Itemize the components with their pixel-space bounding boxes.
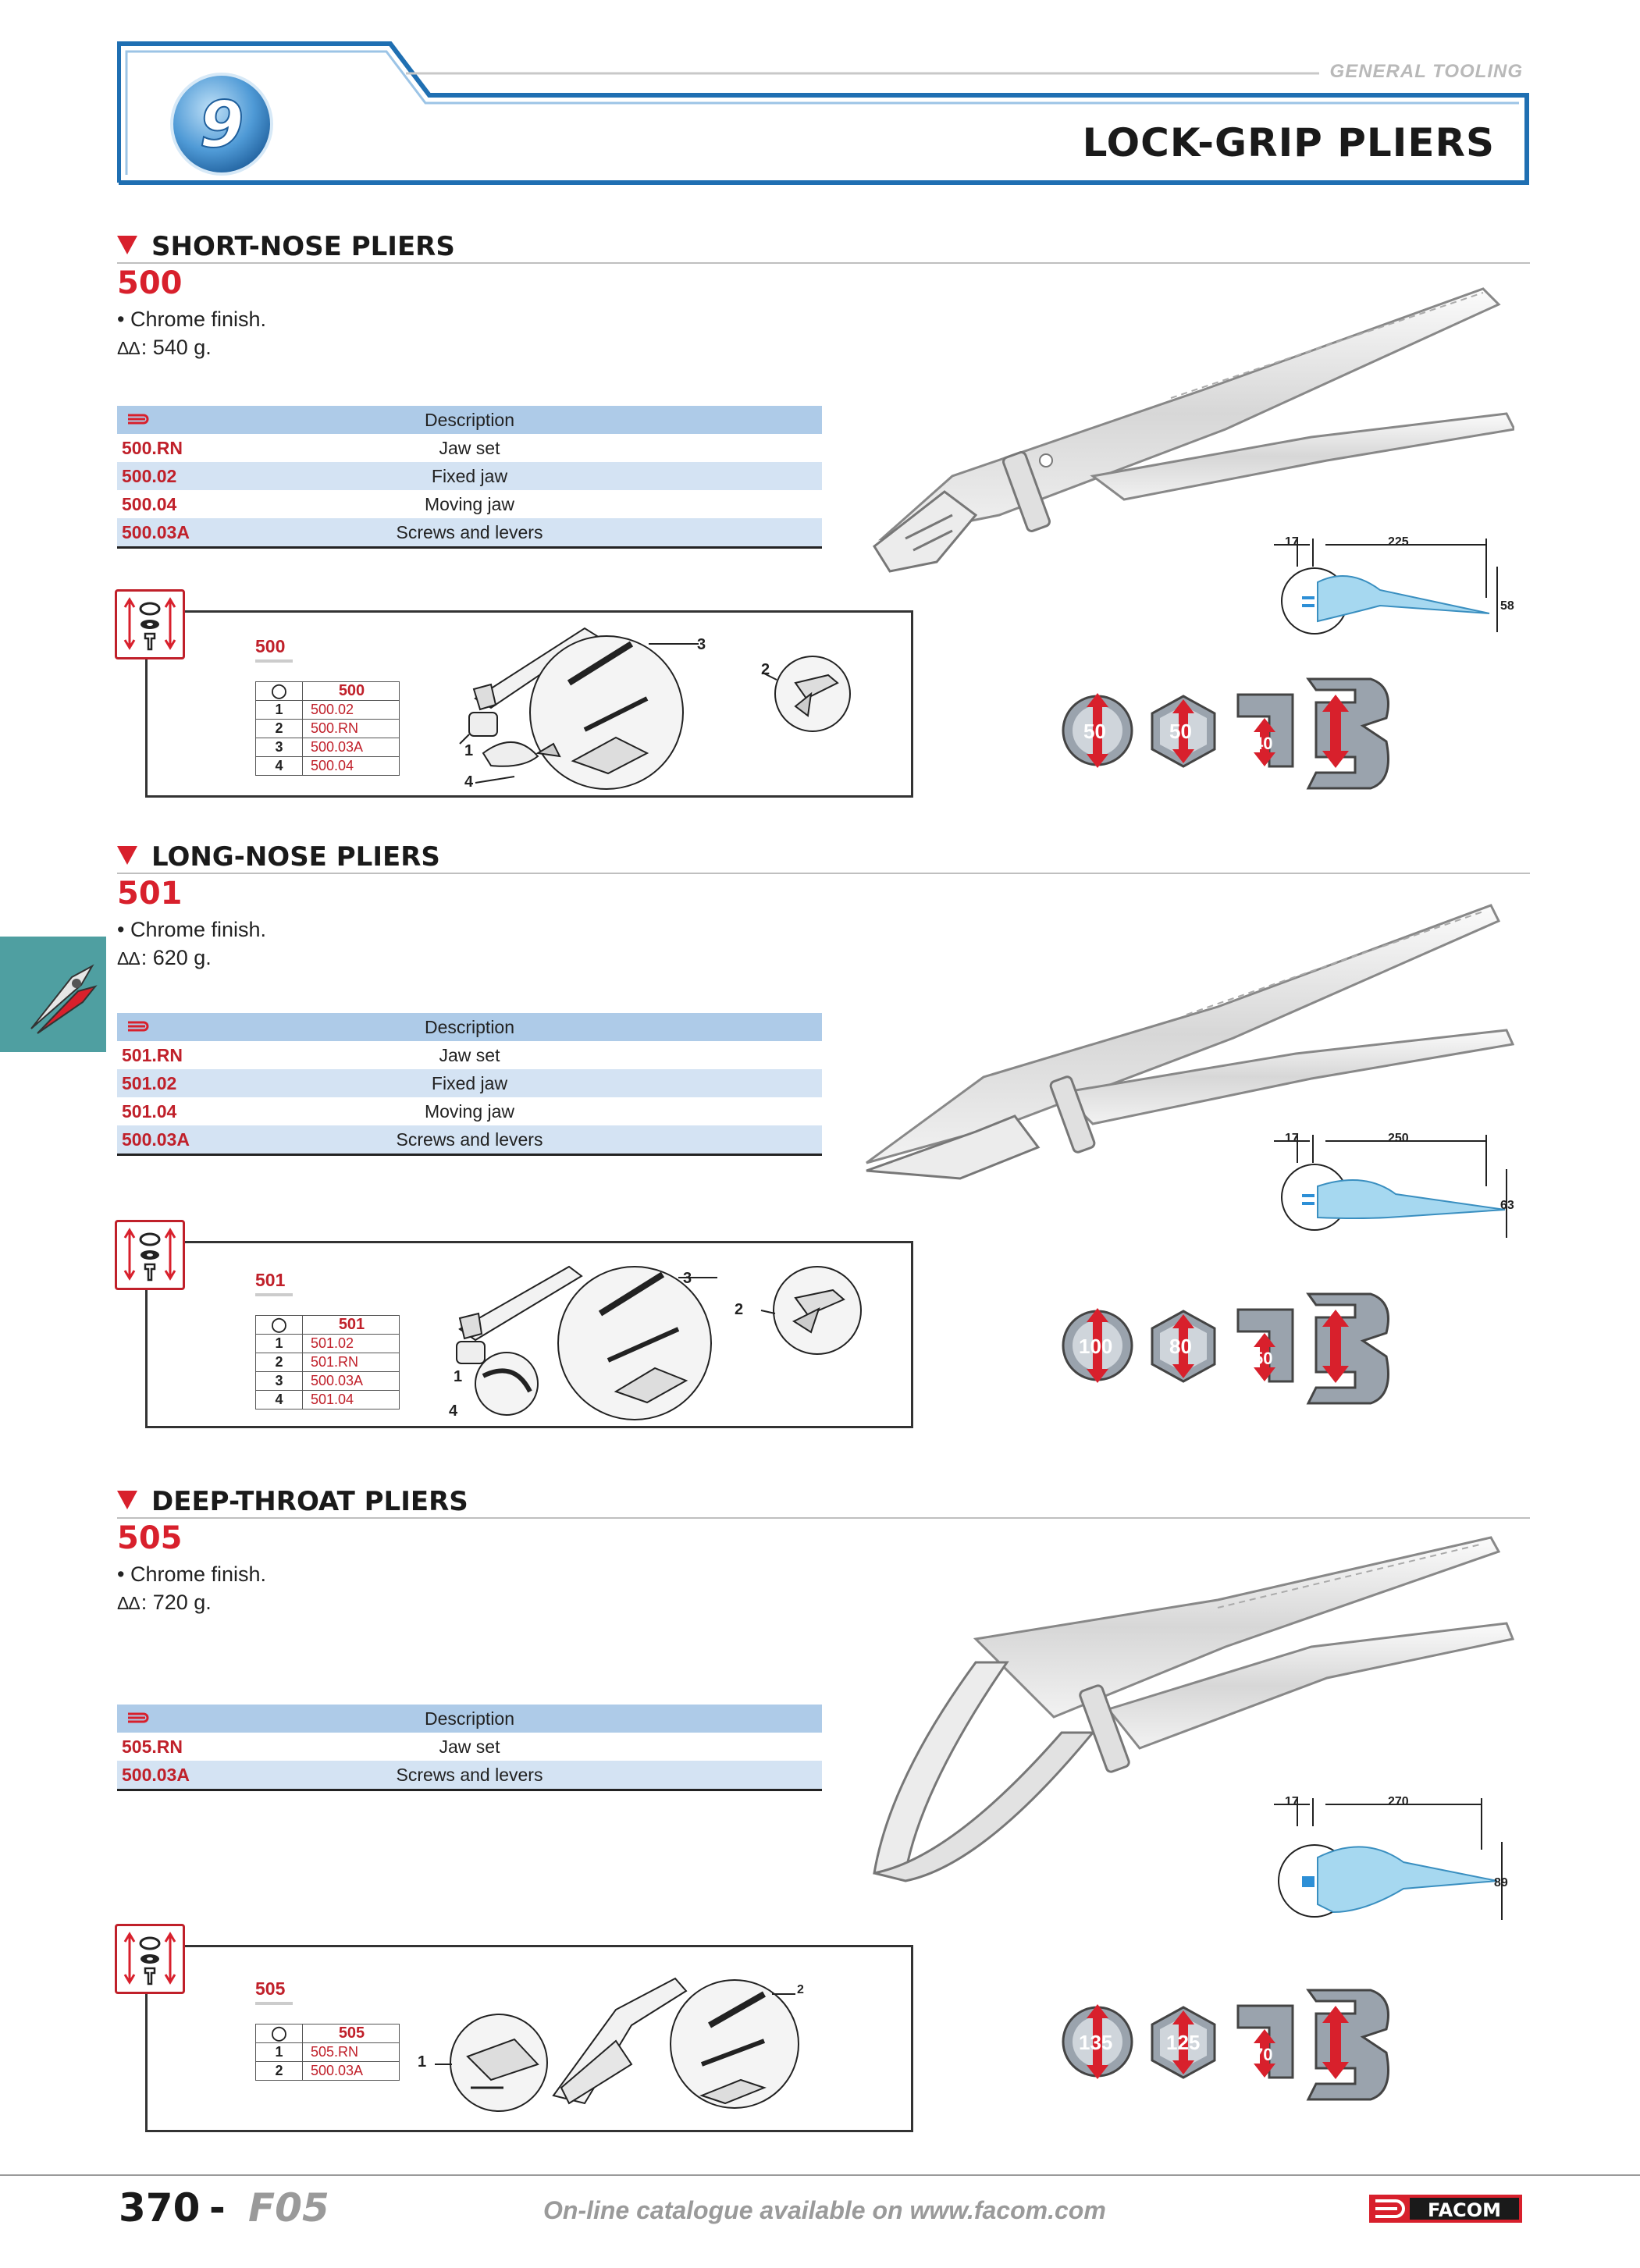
capacity-hex: 125 xyxy=(1166,2031,1201,2054)
exploded-code: 501 xyxy=(255,1270,286,1290)
section-title: DEEP-THROAT PLIERS xyxy=(151,1486,468,1517)
page-separator: - xyxy=(209,2185,226,2231)
part-desc: Screws and levers xyxy=(396,1764,543,1785)
exploded-code: 505 xyxy=(255,1978,286,1999)
reference-arrow-icon xyxy=(128,1712,151,1723)
spare-num: 3 xyxy=(256,738,303,757)
capacity-round: 135 xyxy=(1079,2031,1113,2054)
capacity-hex: 50 xyxy=(1169,720,1192,743)
callout-label: 4 xyxy=(464,773,474,791)
dimension-diagram xyxy=(1271,535,1521,668)
table-header-row xyxy=(117,406,822,434)
spare-num: 3 xyxy=(256,1372,303,1391)
part-desc: Jaw set xyxy=(439,1736,500,1757)
chapter-number-badge xyxy=(168,70,276,178)
product-weight: ΔΔ: 720 g. xyxy=(117,1591,212,1614)
callout-label: 1 xyxy=(464,742,474,759)
page-title: LOCK-GRIP PLIERS xyxy=(1082,120,1495,165)
table-header-label: Description xyxy=(424,1016,515,1037)
table-row[interactable] xyxy=(117,490,822,518)
spare-num: 4 xyxy=(256,757,303,776)
capacity-round: 100 xyxy=(1079,1335,1113,1358)
spare-ref[interactable]: 500.02 xyxy=(303,701,400,720)
page-code: F05 xyxy=(248,2185,329,2231)
table-header-label: Description xyxy=(424,1708,515,1729)
part-desc: Screws and levers xyxy=(396,1129,543,1150)
table-row[interactable] xyxy=(117,1069,822,1097)
dimension-jaw: 17 xyxy=(1285,535,1299,549)
table-row[interactable] xyxy=(117,518,822,546)
flat-capacity-icon xyxy=(1238,1310,1293,1381)
table-row[interactable] xyxy=(117,1733,822,1761)
part-ref[interactable]: 500.RN xyxy=(122,437,183,458)
dimension-opening: 63 xyxy=(1500,1199,1514,1212)
callout-label: 1 xyxy=(418,2053,427,2071)
dimension-diagram xyxy=(1271,1132,1521,1249)
jaw-opening-icon xyxy=(1308,1294,1389,1403)
part-ref[interactable]: 501.02 xyxy=(122,1072,177,1093)
jaw-opening-icon xyxy=(1308,1990,1389,2099)
product-weight: ΔΔ: 620 g. xyxy=(117,946,212,969)
part-ref[interactable]: 500.03A xyxy=(122,1764,190,1785)
product-feature: • Chrome finish. xyxy=(117,307,267,331)
product-feature: • Chrome finish. xyxy=(117,1562,267,1586)
exploded-view-box xyxy=(145,610,913,798)
spare-ref[interactable]: 500.03A xyxy=(303,1372,400,1391)
table-row[interactable] xyxy=(117,1125,822,1154)
dimension-jaw: 17 xyxy=(1285,1795,1299,1808)
dimension-jaw: 17 xyxy=(1285,1132,1299,1145)
part-desc: Screws and levers xyxy=(396,521,543,542)
product-feature: • Chrome finish. xyxy=(117,918,267,941)
dimension-opening: 89 xyxy=(1494,1876,1508,1889)
diameter-icon: ◯ xyxy=(256,682,303,701)
spare-num: 1 xyxy=(256,1335,303,1353)
spare-ref[interactable]: 500.03A xyxy=(303,2062,400,2081)
spare-ref[interactable]: 501.02 xyxy=(303,1335,400,1353)
spare-header: 500 xyxy=(303,682,400,701)
dimension-length: 270 xyxy=(1388,1795,1409,1808)
callout-label: 2 xyxy=(797,1983,804,1996)
capacity-hex: 80 xyxy=(1169,1335,1192,1358)
table-header-label: Description xyxy=(424,409,515,430)
spare-num: 2 xyxy=(256,1353,303,1372)
section-title: LONG-NOSE PLIERS xyxy=(151,841,440,873)
spare-ref[interactable]: 501.04 xyxy=(303,1391,400,1410)
product-code: 500 xyxy=(117,265,183,301)
diameter-icon: ◯ xyxy=(256,1316,303,1335)
capacity-icons xyxy=(1058,1286,1410,1411)
facom-logo xyxy=(1369,2195,1522,2223)
callout-label: 3 xyxy=(697,636,706,653)
capacity-icons xyxy=(1058,1982,1410,2107)
chapter-side-tab[interactable] xyxy=(0,937,106,1052)
dimension-length: 250 xyxy=(1388,1132,1409,1145)
product-code: 505 xyxy=(117,1520,183,1556)
part-desc: Jaw set xyxy=(439,437,500,458)
capacity-round: 50 xyxy=(1083,720,1106,743)
product-weight: ΔΔ: 540 g. xyxy=(117,336,212,359)
part-ref[interactable]: 500.03A xyxy=(122,1129,190,1150)
part-desc: Moving jaw xyxy=(424,493,515,514)
part-desc: Fixed jaw xyxy=(431,465,508,486)
section-title: SHORT-NOSE PLIERS xyxy=(151,231,455,262)
part-desc: Fixed jaw xyxy=(431,1072,508,1093)
table-row[interactable] xyxy=(117,434,822,462)
dimension-opening: 58 xyxy=(1500,599,1514,613)
triangle-bullet-icon xyxy=(117,236,137,254)
table-header-row xyxy=(117,1013,822,1041)
part-ref[interactable]: 505.RN xyxy=(122,1736,183,1757)
exploded-code: 500 xyxy=(255,636,286,656)
reference-arrow-icon xyxy=(128,414,151,425)
website-link[interactable]: On-line catalogue available on www.facom.com xyxy=(543,2196,1106,2224)
weight-scale-icon: ΔΔ xyxy=(117,948,140,969)
callout-label: 1 xyxy=(454,1368,463,1385)
spare-num: 2 xyxy=(256,2062,303,2081)
part-desc: Moving jaw xyxy=(424,1100,515,1122)
jaw-opening-icon xyxy=(1308,679,1389,788)
parts-table xyxy=(117,1013,822,1156)
spare-ref[interactable]: 501.RN xyxy=(303,1353,400,1372)
exploded-parts-drawing xyxy=(148,613,916,800)
exploded-parts-drawing xyxy=(148,1243,916,1431)
spare-ref[interactable]: 500.04 xyxy=(303,757,400,776)
table-header-row xyxy=(117,1705,822,1733)
callout-label: 3 xyxy=(683,1270,692,1287)
table-row[interactable] xyxy=(117,1041,822,1069)
spare-num: 1 xyxy=(256,2043,303,2062)
brand-text: FACOM xyxy=(1427,2199,1502,2221)
page-number: 370 xyxy=(119,2185,201,2231)
spare-header: 501 xyxy=(303,1316,400,1335)
section-label: GENERAL TOOLING xyxy=(1329,61,1523,82)
callout-label: 2 xyxy=(761,661,770,678)
triangle-bullet-icon xyxy=(117,846,137,865)
capacity-flat: 70 xyxy=(1254,2045,1273,2064)
callout-label: 4 xyxy=(449,1402,458,1420)
callout-label: 2 xyxy=(735,1301,744,1318)
exploded-parts-drawing xyxy=(148,1947,916,2135)
spare-ref[interactable]: 500.RN xyxy=(303,720,400,738)
spare-num: 2 xyxy=(256,720,303,738)
flat-capacity-icon xyxy=(1238,2006,1293,2078)
spare-ref[interactable]: 500.03A xyxy=(303,738,400,757)
spare-ref[interactable]: 505.RN xyxy=(303,2043,400,2062)
weight-scale-icon: ΔΔ xyxy=(117,338,140,358)
part-ref[interactable]: 501.RN xyxy=(122,1044,183,1065)
capacity-flat: 50 xyxy=(1254,1349,1273,1368)
table-row[interactable] xyxy=(117,462,822,490)
table-row[interactable] xyxy=(117,1097,822,1125)
parts-table xyxy=(117,406,822,549)
part-desc: Jaw set xyxy=(439,1044,500,1065)
capacity-flat: 40 xyxy=(1254,734,1273,753)
part-ref[interactable]: 500.03A xyxy=(122,521,190,542)
footer-divider xyxy=(0,2174,1640,2176)
exploded-view-box xyxy=(145,1945,913,2132)
svg-text:9: 9 xyxy=(199,88,244,162)
part-ref[interactable]: 500.02 xyxy=(122,465,177,486)
dimension-diagram xyxy=(1271,1795,1521,1928)
table-row[interactable] xyxy=(117,1761,822,1789)
flat-capacity-icon xyxy=(1238,695,1293,766)
part-ref[interactable]: 500.04 xyxy=(122,493,177,514)
exploded-view-box xyxy=(145,1241,913,1428)
spare-header: 505 xyxy=(303,2024,400,2043)
product-code: 501 xyxy=(117,876,183,912)
reference-arrow-icon xyxy=(128,1021,151,1032)
diameter-icon: ◯ xyxy=(256,2024,303,2043)
parts-table xyxy=(117,1705,822,1791)
spare-num: 1 xyxy=(256,701,303,720)
pliers-thumbnail-icon xyxy=(0,937,106,1052)
capacity-icons xyxy=(1058,671,1410,796)
part-ref[interactable]: 501.04 xyxy=(122,1100,177,1122)
triangle-bullet-icon xyxy=(117,1491,137,1509)
weight-scale-icon: ΔΔ xyxy=(117,1593,140,1613)
dimension-length: 225 xyxy=(1388,535,1409,549)
spare-num: 4 xyxy=(256,1391,303,1410)
